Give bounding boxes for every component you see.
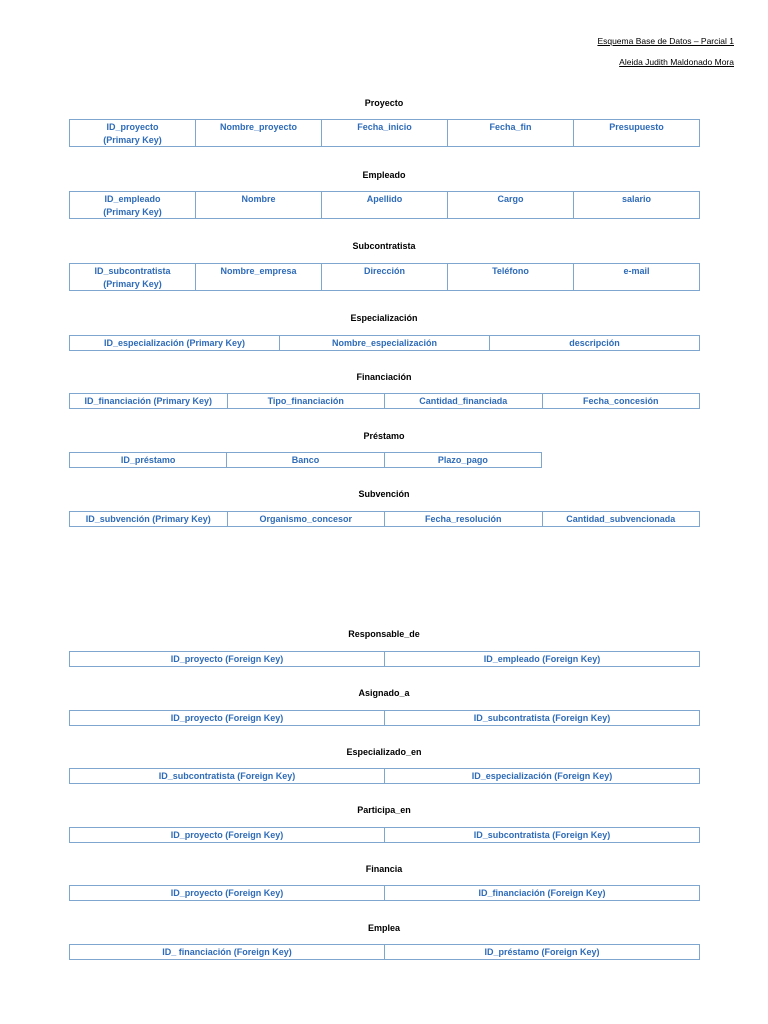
table-financia — [69, 885, 700, 901]
column-telefono: Teléfono — [448, 264, 574, 291]
column-salario: salario — [574, 192, 700, 219]
column-fk-1: ID_proyecto (Foreign Key) — [70, 828, 385, 843]
table-row — [70, 711, 700, 726]
table-especializado-en — [69, 768, 700, 784]
entity-title-financiacion: Financiación — [356, 372, 412, 382]
entity-title-prestamo: Préstamo — [363, 431, 405, 441]
column-organismo-concesor: Organismo_concesor — [227, 512, 385, 527]
relation-title-emplea: Emplea — [367, 923, 400, 933]
relation-title-asignado-a: Asignado_a — [358, 688, 410, 698]
column-fk-1: ID_proyecto (Foreign Key) — [70, 886, 385, 901]
table-emplea — [69, 944, 700, 960]
table-proyecto — [69, 119, 700, 147]
column-id-prestamo: ID_préstamo — [70, 453, 227, 468]
column-presupuesto: Presupuesto — [574, 120, 700, 147]
table-responsable-de — [69, 651, 700, 667]
table-row — [70, 652, 700, 667]
column-cargo: Cargo — [448, 192, 574, 219]
table-row — [70, 453, 542, 468]
column-fk-2: ID_especialización (Foreign Key) — [385, 769, 700, 784]
column-fk-2: ID_empleado (Foreign Key) — [385, 652, 700, 667]
column-fk-2: ID_préstamo (Foreign Key) — [385, 945, 700, 960]
column-fecha-resolucion: Fecha_resolución — [385, 512, 543, 527]
column-banco: Banco — [227, 453, 384, 468]
column-fk-1: ID_proyecto (Foreign Key) — [70, 711, 385, 726]
column-fk-2: ID_subcontratista (Foreign Key) — [385, 711, 700, 726]
table-especializacion — [69, 335, 700, 351]
column-id-subcontratista: ID_subcontratista (Primary Key) — [70, 264, 196, 291]
column-tipo-financiacion: Tipo_financiación — [227, 394, 385, 409]
column-cantidad-subvencionada: Cantidad_subvencionada — [542, 512, 700, 527]
table-row — [70, 828, 700, 843]
column-nombre: Nombre — [196, 192, 322, 219]
column-id-subvencion: ID_subvención (Primary Key) — [70, 512, 228, 527]
entity-title-empleado: Empleado — [362, 170, 406, 180]
table-row — [70, 512, 700, 527]
table-prestamo — [69, 452, 542, 468]
table-row — [70, 264, 700, 291]
column-descripcion: descripción — [490, 336, 700, 351]
table-row — [70, 394, 700, 409]
column-id-especializacion: ID_especialización (Primary Key) — [70, 336, 280, 351]
table-row — [70, 192, 700, 219]
column-cantidad-financiada: Cantidad_financiada — [385, 394, 543, 409]
column-direccion: Dirección — [322, 264, 448, 291]
column-fk-2: ID_financiación (Foreign Key) — [385, 886, 700, 901]
column-email: e-mail — [574, 264, 700, 291]
table-financiacion — [69, 393, 700, 409]
table-empleado — [69, 191, 700, 219]
table-subvencion — [69, 511, 700, 527]
relation-title-financia: Financia — [365, 864, 403, 874]
table-row — [70, 945, 700, 960]
column-nombre-proyecto: Nombre_proyecto — [196, 120, 322, 147]
column-fecha-fin: Fecha_fin — [448, 120, 574, 147]
document-subtitle: Esquema Base de Datos – Parcial 1 — [597, 36, 734, 46]
entity-title-especializacion: Especialización — [350, 313, 418, 323]
column-id-financiacion: ID_financiación (Primary Key) — [70, 394, 228, 409]
table-row — [70, 120, 700, 147]
relation-title-participa-en: Participa_en — [357, 805, 411, 815]
column-id-proyecto: ID_proyecto (Primary Key) — [70, 120, 196, 147]
column-nombre-especializacion: Nombre_especialización — [280, 336, 490, 351]
table-subcontratista — [69, 263, 700, 291]
column-plazo-pago: Plazo_pago — [384, 453, 541, 468]
relation-title-responsable-de: Responsable_de — [348, 629, 420, 639]
table-row — [70, 886, 700, 901]
column-fecha-inicio: Fecha_inicio — [322, 120, 448, 147]
column-fecha-concesion: Fecha_concesión — [542, 394, 700, 409]
entity-title-subcontratista: Subcontratista — [352, 241, 416, 251]
column-fk-2: ID_subcontratista (Foreign Key) — [385, 828, 700, 843]
author-name: Aleida Judith Maldonado Mora — [619, 57, 734, 67]
column-fk-1: ID_proyecto (Foreign Key) — [70, 652, 385, 667]
relation-title-especializado-en: Especializado_en — [346, 747, 422, 757]
table-row — [70, 769, 700, 784]
entity-title-subvencion: Subvención — [358, 489, 410, 499]
column-fk-1: ID_subcontratista (Foreign Key) — [70, 769, 385, 784]
table-participa-en — [69, 827, 700, 843]
entity-title-proyecto: Proyecto — [364, 98, 404, 108]
table-asignado-a — [69, 710, 700, 726]
table-row — [70, 336, 700, 351]
column-apellido: Apellido — [322, 192, 448, 219]
column-fk-1: ID_ financiación (Foreign Key) — [70, 945, 385, 960]
column-nombre-empresa: Nombre_empresa — [196, 264, 322, 291]
column-id-empleado: ID_empleado (Primary Key) — [70, 192, 196, 219]
